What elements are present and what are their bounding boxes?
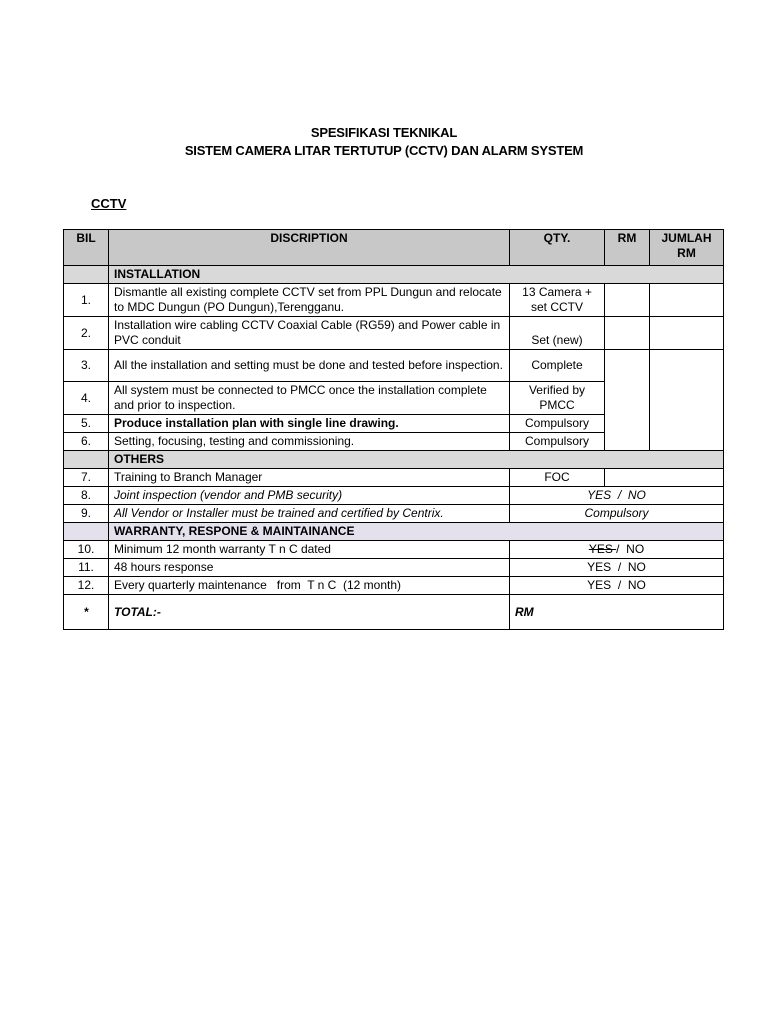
group-label: WARRANTY, RESPONE & MAINTAINANCE: [109, 523, 724, 541]
group-row-warranty: [64, 523, 724, 541]
jumlah-cell: [650, 284, 724, 317]
total-rm: RM: [510, 595, 724, 630]
group-label: OTHERS: [109, 451, 724, 469]
total-marker: *: [64, 595, 109, 630]
specification-table: [63, 229, 724, 630]
table-row: 10. Minimum 12 month warranty T n C dated YES / NO: [64, 541, 724, 559]
table-row: 5. Produce installation plan with single line drawing. Compulsory: [64, 415, 724, 433]
table-header-row: [64, 230, 724, 266]
col-header-jumlah: JUMLAH RM: [650, 230, 724, 266]
document-subtitle: SISTEM CAMERA LITAR TERTUTUP (CCTV) DAN ALARM SYSTEM: [184, 143, 584, 158]
table-row: 6. Setting, focusing, testing and commissioning. Compulsory: [64, 433, 724, 451]
table-row: 8. Joint inspection (vendor and PMB security) YES / NO: [64, 487, 724, 505]
col-header-bil: BIL: [64, 230, 109, 266]
jumlah-cell-merged: [650, 350, 724, 451]
rm-cell-merged: [605, 350, 650, 451]
table-row: 12. Every quarterly maintenance from T n C (12 month) YES / NO: [64, 577, 724, 595]
col-header-rm: RM: [605, 230, 650, 266]
table-row: 2. Installation wire cabling CCTV Coaxial Cable (RG59) and Power cable in PVC conduit Set (new): [64, 317, 724, 350]
section-heading: CCTV: [91, 196, 127, 211]
col-header-qty: QTY.: [510, 230, 605, 266]
group-row-others: [64, 451, 724, 469]
document-title: SPESIFIKASI TEKNIKAL: [310, 125, 458, 140]
jumlah-cell: [650, 317, 724, 350]
rm-cell: [605, 284, 650, 317]
group-label: INSTALLATION: [109, 266, 724, 284]
col-header-description: DISCRIPTION: [109, 230, 510, 266]
table-row: 1. Dismantle all existing complete CCTV set from PPL Dungun and relocate to MDC Dungun (PO Dungun),Terengganu. 13 Camera + set CCTV: [64, 284, 724, 317]
table-row: 3. All the installation and setting must be done and tested before inspection. Complete: [64, 350, 724, 382]
table-row: 11. 48 hours response YES / NO: [64, 559, 724, 577]
total-row: [64, 595, 724, 630]
group-row-installation: [64, 266, 724, 284]
rm-cell: [605, 317, 650, 350]
table-row: 9. All Vendor or Installer must be trained and certified by Centrix. Compulsory: [64, 505, 724, 523]
total-label: TOTAL:-: [109, 595, 510, 630]
table-row: 7. Training to Branch Manager FOC: [64, 469, 724, 487]
table-row: 4. All system must be connected to PMCC once the installation complete and prior to inspection. Verified by PMCC: [64, 382, 724, 415]
